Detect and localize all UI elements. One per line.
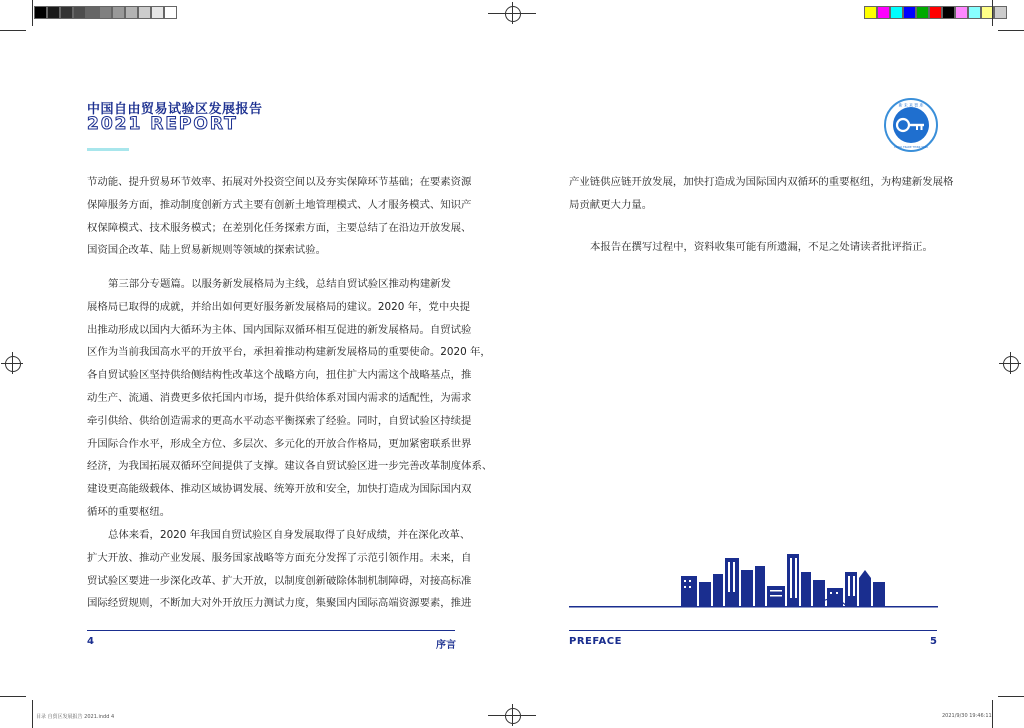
left-footer-rule xyxy=(87,630,455,631)
text-line: 扩大开放、推动产业发展、服务国家战略等方面充分发挥了示范引领作用。未来，自 xyxy=(87,551,472,564)
color-swatch xyxy=(164,6,177,19)
left-section-label: 序言 xyxy=(436,640,456,651)
left-paragraph-2 xyxy=(87,273,492,524)
registration-mark-icon xyxy=(5,356,21,372)
text-line: 升国际合作水平，形成全方位、多层次、多元化的开放合作格局，更加紧密联系世界 xyxy=(87,437,472,450)
right-footer-rule xyxy=(569,630,937,631)
color-swatch xyxy=(877,6,890,19)
color-swatch xyxy=(942,6,955,19)
color-swatch xyxy=(34,6,47,19)
text-line: 总体来看，2020 年我国自贸试验区自身发展取得了良好成绩，并在深化改革、 xyxy=(108,529,471,541)
color-swatch xyxy=(968,6,981,19)
left-page-number: 4 xyxy=(87,636,94,647)
text-line: 区作为当前我国高水平的开放平台，承担着推动构建新发展格局的重要使命。2020 年， xyxy=(87,346,491,359)
text-line: 本报告在撰写过程中，资料收集可能有所遗漏，不足之处请读者批评指正。 xyxy=(590,241,933,253)
text-line: 局贡献更大力量。 xyxy=(569,198,653,211)
color-swatch xyxy=(864,6,877,19)
text-line: 展格局已取得的成就，并给出如何更好服务新发展格局的建议。2020 年，党中央提 xyxy=(87,300,471,313)
color-calibration-bar xyxy=(864,6,1007,19)
color-swatch xyxy=(112,6,125,19)
logo-ring-text-bottom: CHINA TRADE THINK TANK xyxy=(893,146,929,149)
crop-mark xyxy=(0,696,26,697)
text-line: 第三部分专题篇。以服务新发展格局为主线，总结自贸试验区推动构建新发 xyxy=(108,278,451,290)
text-line: 各自贸试验区坚持供给侧结构性改革这个战略方向，扭住扩大内需这个战略基点，推 xyxy=(87,369,472,382)
logo-ring-text-top: 新 未 来 智 库 xyxy=(898,102,924,108)
city-skyline-icon xyxy=(569,552,938,608)
text-line: 循环的重要枢纽。 xyxy=(87,505,171,518)
report-title-english: 2021 REPORT xyxy=(87,114,238,134)
title-accent-divider xyxy=(87,148,129,151)
color-swatch xyxy=(955,6,968,19)
crop-mark xyxy=(992,700,993,728)
slug-right: 2021/9/30 19:46:11 xyxy=(942,713,992,719)
right-page-number: 5 xyxy=(930,636,937,647)
color-swatch xyxy=(47,6,60,19)
key-seal-logo-icon xyxy=(883,97,939,153)
color-swatch xyxy=(929,6,942,19)
left-paragraph-1 xyxy=(87,171,471,262)
grayscale-calibration-bar xyxy=(34,6,177,19)
text-line: 权保障模式、技术服务模式；在差别化任务探索方面，主要总结了在沿边开放发展、 xyxy=(87,221,472,234)
text-line: 牵引供给、供给创造需求的更高水平动态平衡探索了经验。同时，自贸试验区持续提 xyxy=(87,414,472,427)
left-paragraph-3 xyxy=(87,524,471,615)
color-swatch xyxy=(138,6,151,19)
right-paragraph-1 xyxy=(569,171,953,217)
crop-mark xyxy=(0,30,26,31)
color-swatch xyxy=(151,6,164,19)
color-swatch xyxy=(890,6,903,19)
color-swatch xyxy=(903,6,916,19)
color-swatch xyxy=(99,6,112,19)
text-line: 保障服务方面，推动制度创新方式主要有创新土地管理模式、人才服务模式、知识产 xyxy=(87,198,472,211)
color-swatch xyxy=(60,6,73,19)
crop-mark xyxy=(998,696,1024,697)
crop-mark xyxy=(992,0,993,26)
report-title-chinese: 中国自由贸易试验区发展报告 xyxy=(87,102,263,117)
color-swatch xyxy=(994,6,1007,19)
color-swatch xyxy=(73,6,86,19)
color-swatch xyxy=(916,6,929,19)
slug-left: 目录 自贸区发展报告 2021.indd 4 xyxy=(36,714,115,720)
text-line: 动生产、流通、消费更多依托国内市场，提升供给体系对国内需求的适配性，为需求 xyxy=(87,391,472,404)
right-paragraph-2 xyxy=(569,236,933,259)
crop-mark xyxy=(32,0,33,26)
text-line: 贸试验区要进一步深化改革、扩大开放，以制度创新破除体制机制障碍，对接高标准 xyxy=(87,574,472,587)
color-swatch xyxy=(125,6,138,19)
text-line: 出推动形成以国内大循环为主体、国内国际双循环相互促进的新发展格局。自贸试验 xyxy=(87,323,472,336)
crop-mark xyxy=(998,30,1024,31)
text-line: 经济，为我国拓展双循环空间提供了支撑。建议各自贸试验区进一步完善改革制度体系、 xyxy=(87,460,493,473)
crop-mark xyxy=(32,700,33,728)
text-line: 产业链供应链开放发展，加快打造成为国际国内双循环的重要枢纽，为构建新发展格 xyxy=(569,176,954,188)
text-line: 节动能、提升贸易环节效率、拓展对外投资空间以及夯实保障环节基础；在要素资源 xyxy=(87,176,472,188)
registration-mark-icon xyxy=(505,6,521,22)
text-line: 国际经贸规则，不断加大对外开放压力测试力度，集聚国内国际高端资源要素，推进 xyxy=(87,597,472,610)
right-section-label: PREFACE xyxy=(569,636,622,647)
text-line: 建设更高能级载体、推动区域协调发展、统筹开放和安全，加快打造成为国际国内双 xyxy=(87,483,472,496)
color-swatch xyxy=(86,6,99,19)
text-line: 国资国企改革、陆上贸易新规则等领域的探索试验。 xyxy=(87,244,326,257)
registration-mark-icon xyxy=(1003,356,1019,372)
registration-mark-icon xyxy=(505,708,521,724)
